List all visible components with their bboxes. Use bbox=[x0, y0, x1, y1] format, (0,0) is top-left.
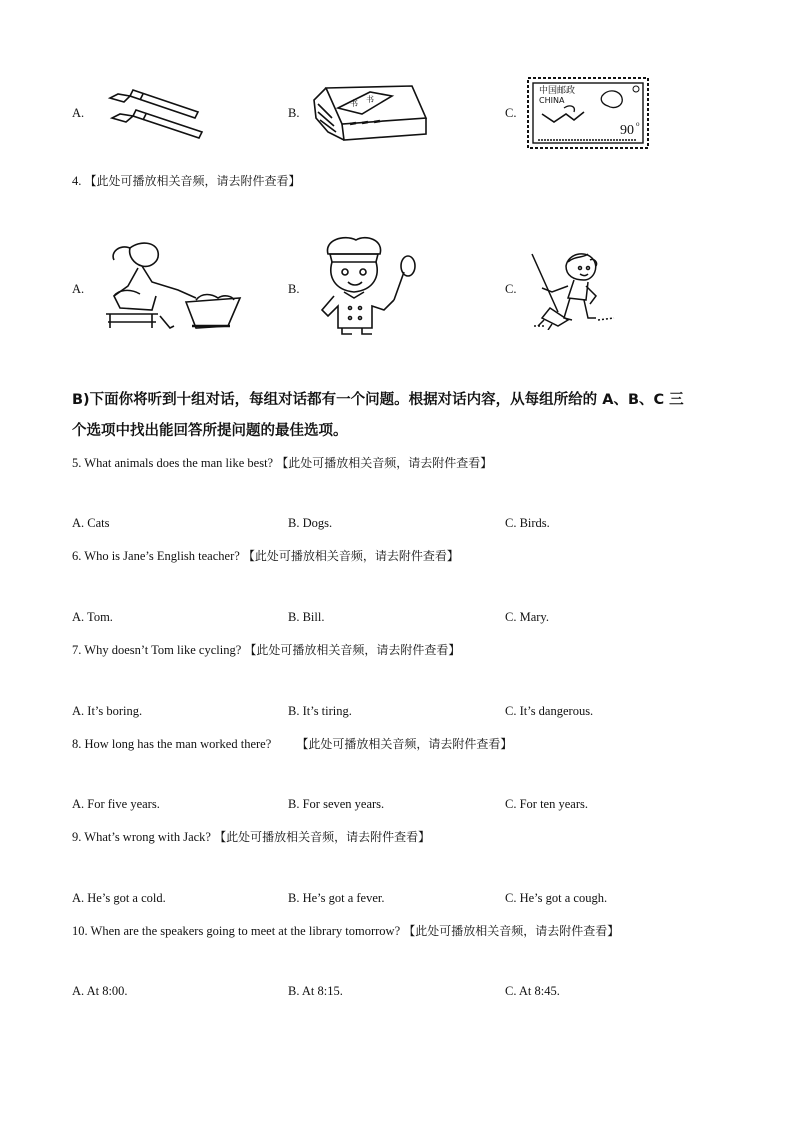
question-10-option-b: B. At 8:15. bbox=[288, 984, 343, 998]
stamp-chinese-text: 中国邮政 bbox=[539, 86, 576, 96]
question-9-text: 9. What’s wrong with Jack? bbox=[72, 830, 211, 844]
audio-placeholder: 【此处可播放相关音频，请去附件查看】 bbox=[403, 924, 620, 938]
question-6-option-b: B. Bill. bbox=[288, 610, 325, 624]
question-8-option-a: A. For five years. bbox=[72, 797, 160, 811]
audio-placeholder: 【此处可播放相关音频，请去附件查看】 bbox=[214, 830, 431, 844]
girl-washing-clothes-illustration bbox=[100, 238, 250, 334]
question-5-option-a: A. Cats bbox=[72, 516, 110, 530]
audio-placeholder: 【此处可播放相关音频，请去附件查看】 bbox=[276, 456, 493, 470]
q3-option-b-letter: B. bbox=[288, 106, 300, 120]
question-7-text: 7. Why doesn’t Tom like cycling? bbox=[72, 643, 242, 657]
question-5-option-c: C. Birds. bbox=[505, 516, 550, 530]
question-7-option-c: C. It’s dangerous. bbox=[505, 704, 594, 718]
q4-option-a-letter: A. bbox=[72, 282, 85, 296]
pens-illustration bbox=[98, 82, 208, 144]
audio-placeholder: 【此处可播放相关音频，请去附件查看】 bbox=[242, 549, 459, 563]
audio-placeholder: 【此处可播放相关音频，请去附件查看】 bbox=[296, 737, 513, 751]
question-4-number: 4. bbox=[72, 174, 82, 188]
question-6-text: 6. Who is Jane’s English teacher? bbox=[72, 549, 240, 563]
svg-text:书: 书 bbox=[366, 95, 374, 104]
book-illustration bbox=[308, 78, 430, 148]
question-10-option-c: C. At 8:45. bbox=[505, 984, 560, 998]
question-10-text: 10. When are the speakers going to meet at the library tomorrow? bbox=[72, 924, 401, 938]
svg-text:书: 书 bbox=[350, 99, 358, 108]
q3-option-c-letter: C. bbox=[505, 106, 517, 120]
question-6-option-c: C. Mary. bbox=[505, 610, 549, 624]
question-7-option-b: B. It’s tiring. bbox=[288, 704, 352, 718]
question-8 bbox=[72, 735, 512, 752]
question-7 bbox=[72, 641, 460, 658]
audio-placeholder: 【此处可播放相关音频，请去附件查看】 bbox=[244, 643, 461, 657]
q4-option-b-letter: B. bbox=[288, 282, 300, 296]
question-8-option-c: C. For ten years. bbox=[505, 797, 588, 811]
question-4 bbox=[72, 172, 301, 189]
question-9 bbox=[72, 828, 430, 845]
stamp-value-text: 90 bbox=[620, 123, 634, 138]
question-9-option-c: C. He’s got a cough. bbox=[505, 891, 608, 905]
boy-sweeping-floor-illustration bbox=[528, 248, 620, 330]
question-5-option-b: B. Dogs. bbox=[288, 516, 333, 530]
question-6-option-a: A. Tom. bbox=[72, 610, 113, 624]
question-9-option-a: A. He’s got a cold. bbox=[72, 891, 166, 905]
svg-text:o: o bbox=[636, 120, 640, 128]
q3-option-a-letter: A. bbox=[72, 106, 85, 120]
question-10 bbox=[72, 922, 619, 939]
question-7-option-a: A. It’s boring. bbox=[72, 704, 143, 718]
question-9-option-b: B. He’s got a fever. bbox=[288, 891, 385, 905]
section-b-instructions-line-1: B)下面你将听到十组对话，每组对话都有一个问题。根据对话内容，从每组所给的 A、B、C 三 bbox=[72, 392, 684, 408]
question-5 bbox=[72, 454, 492, 471]
chef-with-spoon-illustration bbox=[310, 236, 420, 336]
q4-option-c-letter: C. bbox=[505, 282, 517, 296]
section-b-instructions-line-2: 个选项中找出能回答所提问题的最佳选项。 bbox=[72, 423, 348, 439]
question-6 bbox=[72, 547, 459, 564]
question-5-text: 5. What animals does the man like best? bbox=[72, 456, 274, 470]
question-8-option-b: B. For seven years. bbox=[288, 797, 385, 811]
stamp-country-text: CHINA bbox=[539, 96, 565, 105]
audio-placeholder: 【此处可播放相关音频，请去附件查看】 bbox=[84, 174, 301, 188]
question-10-option-a: A. At 8:00. bbox=[72, 984, 128, 998]
question-8-text: 8. How long has the man worked there? bbox=[72, 737, 272, 751]
stamp-illustration bbox=[524, 74, 652, 152]
